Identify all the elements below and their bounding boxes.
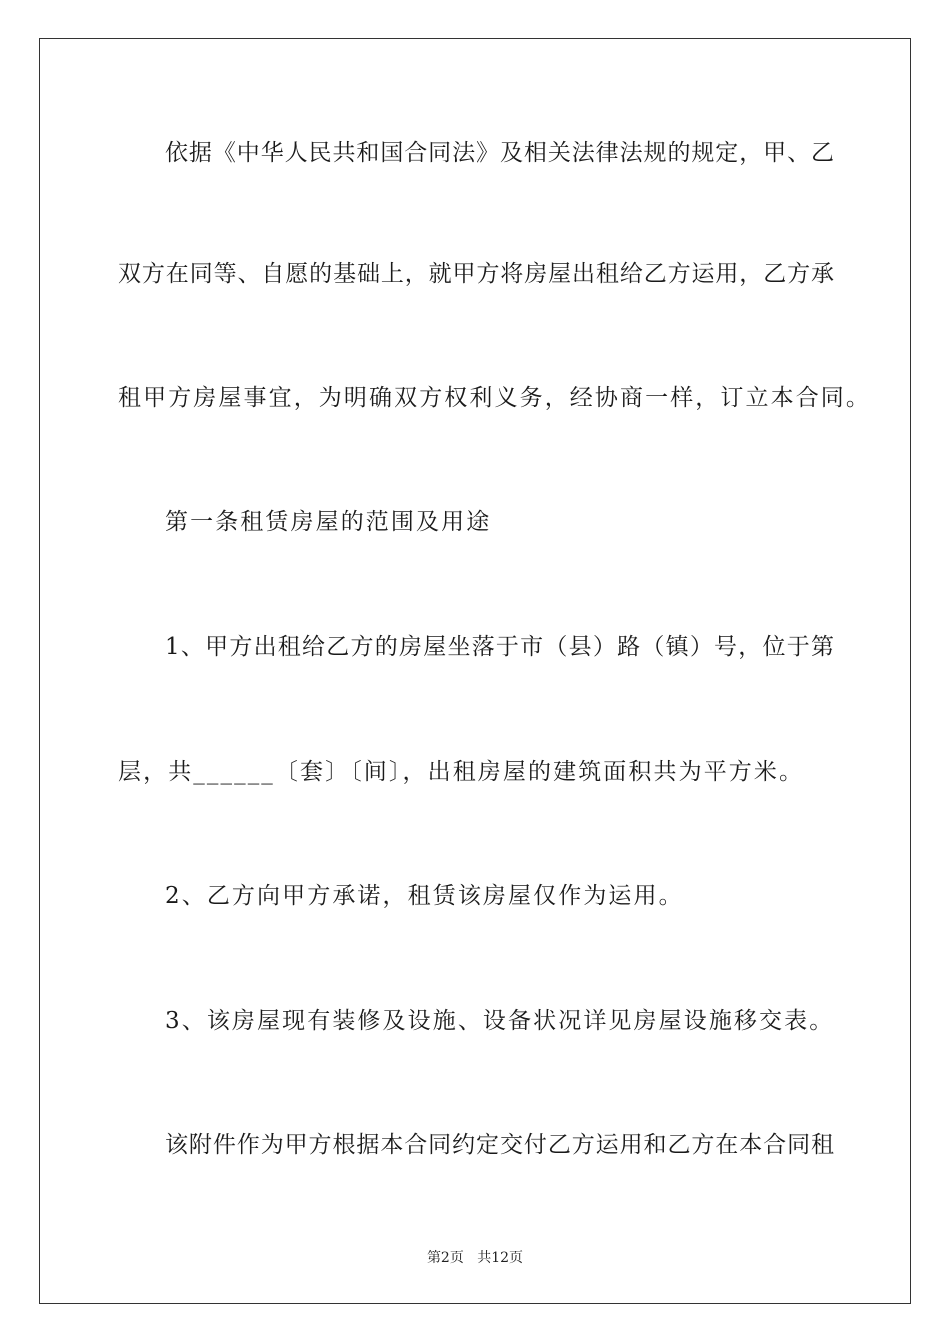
paragraph-line-2: 双方在同等、自愿的基础上，就甲方将房屋出租给乙方运用，乙方承 [118,261,834,287]
footer-gap [464,1250,477,1266]
page-number: 第2页 [426,1250,464,1266]
section-heading: 第一条租赁房屋的范围及用途 [165,509,492,535]
paragraph-line-9: 该附件作为甲方根据本合同约定交付乙方运用和乙方在本合同租 [165,1132,834,1158]
paragraph-line-5: 1、甲方出租给乙方的房屋坐落于市（县）路（镇）号，位于第 [165,634,834,660]
paragraph-line-8: 3、该房屋现有装修及设施、设备状况详见房屋设施移交表。 [165,1008,835,1034]
page-border [39,38,911,1304]
page-footer [0,1249,950,1267]
paragraph-line-6: 层，共______〔套〕〔间〕，出租房屋的建筑面积共为平方米。 [118,759,805,785]
paragraph-line-7: 2、乙方向甲方承诺，租赁该房屋仅作为运用。 [165,883,684,909]
page-total: 共12页 [477,1250,524,1266]
paragraph-line-3: 租甲方房屋事宜，为明确双方权利义务，经协商一样，订立本合同。 [118,385,871,411]
paragraph-line-1: 依据《中华人民共和国合同法》及相关法律法规的规定，甲、乙 [165,140,834,166]
